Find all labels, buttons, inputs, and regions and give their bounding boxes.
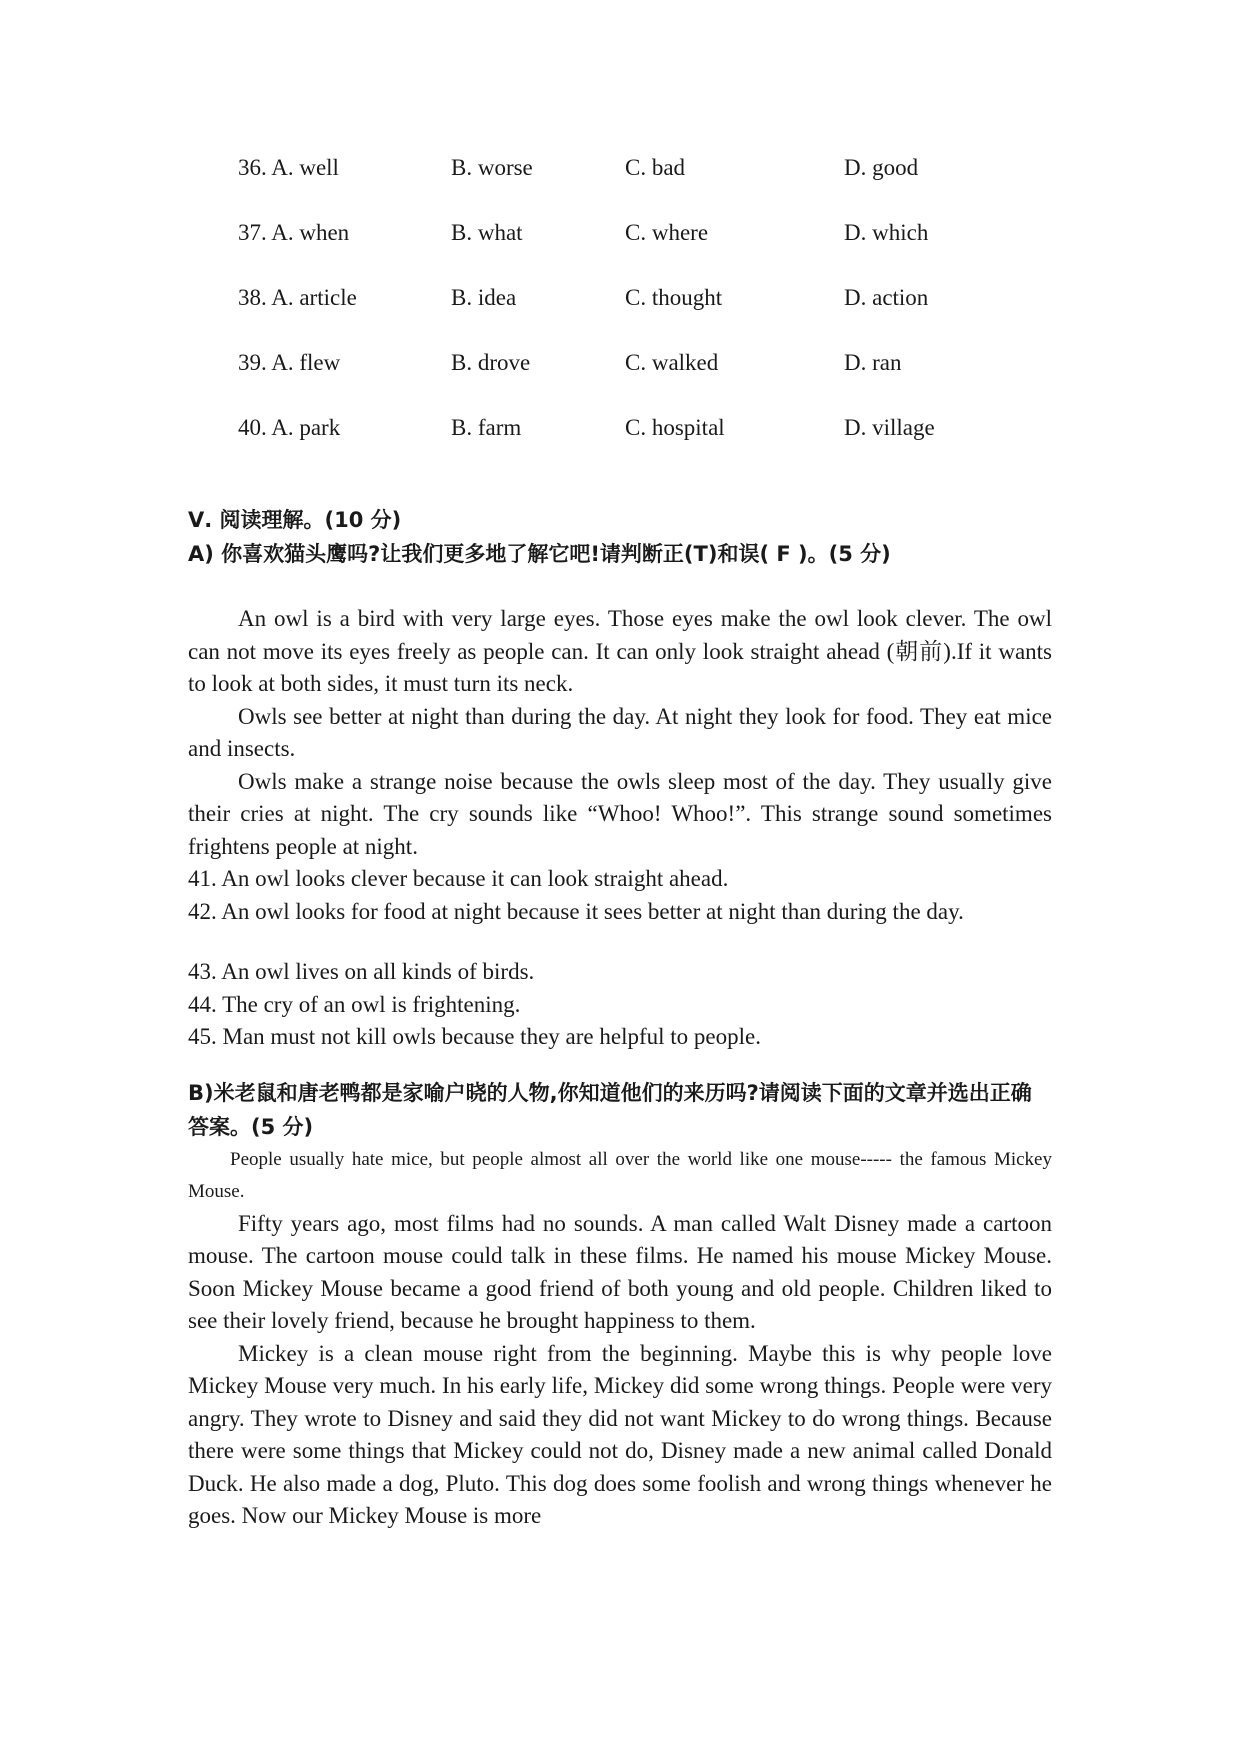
option-d: D. village: [844, 415, 935, 440]
option-b: B. idea: [451, 285, 517, 310]
option-c: C. bad: [625, 155, 686, 180]
passage-b-intro: People usually hate mice, but people almost all over the world like one mouse----- the famous Mickey Mouse.: [188, 1148, 1052, 1202]
option-d: D. ran: [844, 350, 902, 375]
option-b: B. worse: [451, 155, 533, 180]
part-a-instruction: A) 你喜欢猫头鹰吗?让我们更多地了解它吧!请判断正(T)和误( F )。(5 分): [188, 542, 891, 566]
spacer: [188, 1054, 1052, 1076]
option-d: D. good: [844, 155, 919, 180]
option-b: B. farm: [451, 415, 522, 440]
option-a: 38. A. article: [238, 285, 357, 310]
option-a: 36. A. well: [238, 155, 339, 180]
passage-a-paragraph: Owls make a strange noise because the owls sleep most of the day. They usually give their cries at night. The cry sounds like “Whoo! Whoo!”. This strange sound sometimes frightens people at night.: [188, 768, 1052, 859]
option-b: B. drove: [451, 350, 531, 375]
option-d: D. which: [844, 220, 929, 245]
passage-b-paragraph: Mickey is a clean mouse right from the beginning. Maybe this is why people love Mickey Mouse very much. In his early life, Mickey did some wrong things. People were very angry. They wrote to Disney and said they did not want Mickey to do wrong things. Because there were some things that Mickey could not do, Disney made a new animal called Donald Duck. He also made a dog, Pluto. This dog does some foolish and wrong things whenever he goes. Now our Mickey Mouse is more: [188, 1340, 1052, 1528]
option-a: 37. A. when: [238, 220, 350, 245]
option-c: C. where: [625, 220, 709, 245]
spacer: [188, 928, 1052, 956]
part-b-instruction: B)米老鼠和唐老鸭都是家喻户晓的人物,你知道他们的来历吗?请阅读下面的文章并选出正确答案。(5 分): [188, 1080, 1032, 1139]
option-c: C. thought: [625, 285, 723, 310]
option-a: 39. A. flew: [238, 350, 341, 375]
question-43: 43. An owl lives on all kinds of birds.: [188, 959, 535, 984]
reading-section: [188, 503, 1052, 1533]
section-title: Ⅴ. 阅读理解。(10 分): [188, 508, 402, 532]
question-45: 45. Man must not kill owls because they are helpful to people.: [188, 1024, 761, 1049]
passage-a-paragraph: An owl is a bird with very large eyes. Those eyes make the owl look clever. The owl can not move its eyes freely as people can. It can only look straight ahead (朝前).If it wants to look at both sides, it must turn its neck.: [188, 606, 1052, 696]
option-a: 40. A. park: [238, 415, 341, 440]
option-d: D. action: [844, 285, 929, 310]
question-44: 44. The cry of an owl is frightening.: [188, 991, 521, 1017]
option-c: C. hospital: [625, 415, 725, 440]
question-41: 41. An owl looks clever because it can look straight ahead.: [188, 866, 729, 891]
passage-a-paragraph: Owls see better at night than during the day. At night they look for food. They eat mice and insects.: [188, 703, 1052, 761]
passage-b-paragraph: Fifty years ago, most films had no sounds. A man called Walt Disney made a cartoon mouse. The cartoon mouse could talk in these films. He named his mouse Mickey Mouse. Soon Mickey Mouse became a good friend of both young and old people. Children liked to see their lovely friend, because he brought happiness to them.: [188, 1210, 1052, 1333]
spacer: [188, 571, 1052, 603]
option-b: B. what: [451, 220, 523, 245]
option-c: C. walked: [625, 350, 719, 375]
question-42: 42. An owl looks for food at night because it sees better at night than during the day.: [188, 898, 964, 924]
